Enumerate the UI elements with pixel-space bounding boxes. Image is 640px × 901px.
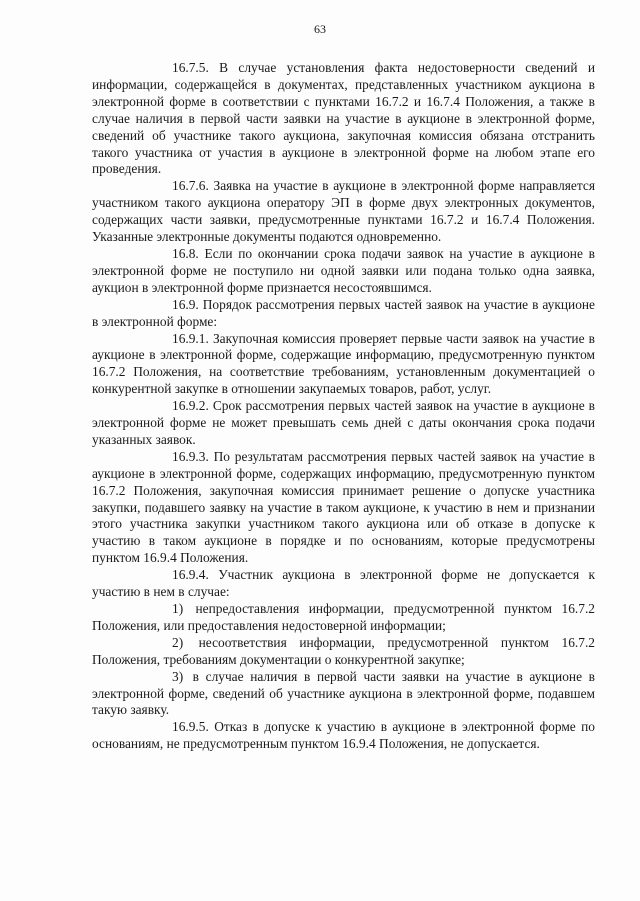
paragraph-number: 16.8. <box>172 245 199 261</box>
list-item-number: 2) <box>172 634 184 650</box>
list-item-2 <box>92 635 595 669</box>
paragraph-number: 16.9.4. <box>172 567 209 583</box>
document-body <box>92 60 595 753</box>
page-number: 63 <box>314 22 326 36</box>
paragraph-16-7-6 <box>92 178 595 246</box>
paragraph-number: 16.7.5. <box>172 60 209 75</box>
paragraph-16-9-2 <box>92 398 595 449</box>
paragraph-16-9 <box>92 297 595 331</box>
paragraph-text: Порядок рассмотрения первых частей заявок на участие в аукционе в электронной форме: <box>92 296 595 329</box>
list-item-text: в случае наличия в первой части заявки на участие в аукционе в электронной форме, сведений об участнике аукциона в электронной форме, подавшем такую заявку. <box>92 668 595 718</box>
paragraph-text: Закупочная комиссия проверяет первые части заявок на участие в аукционе в электронной форме, содержащие информацию, предусмотренную пунктом 16.7.2 Положения, на соответствие требованиям, установленным документацией о конкурентной закупке в отношении закупаемых товаров, работ, услуг. <box>92 330 595 397</box>
paragraph-number: 16.9. <box>172 296 199 312</box>
list-item-text: непредоставления информации, предусмотренной пунктом 16.7.2 Положения, или предоставления недостоверной информации; <box>92 601 595 633</box>
paragraph-text: Если по окончании срока подачи заявок на участие в аукционе в электронной форме не поступило ни одной заявки или подана только одна заявка, аукцион в электронной форме признается несостоявшимся. <box>92 245 595 295</box>
paragraph-16-8 <box>92 246 595 297</box>
paragraph-number: 16.9.5. <box>172 719 209 735</box>
list-item-number: 1) <box>172 601 184 616</box>
paragraph-16-9-4 <box>92 567 595 601</box>
paragraph-16-9-5 <box>92 719 595 753</box>
paragraph-number: 16.9.3. <box>172 448 209 464</box>
paragraph-text: Заявка на участие в аукционе в электронной форме направляется участником такого аукциона оператору ЭП в форме двух электронных документов, содержащих части заявки, предусмотренные пунктами 16.7.2 и 16.7.4 Положения. Указанные электронные документы подаются одновременно. <box>92 178 595 245</box>
paragraph-text: Отказ в допуске к участию в аукционе в электронной форме по основаниям, не предусмотренным пунктом 16.9.4 Положения, не допускается. <box>92 719 595 752</box>
paragraph-text: В случае установления факта недостоверности сведений и информации, содержащейся в документах, представленных участником аукциона в электронной форме в соответствии с пунктами 16.7.2 и 16.7.4 Положения, а также в случае наличия в первой части заявки на участие в аукционе в электронной форме, сведений об участнике такого аукциона, закупочная комиссия обязана отстранить такого участника от участия в аукционе в электронной форме на любом этапе его проведения. <box>92 60 595 177</box>
paragraph-text: По результатам рассмотрения первых частей заявок на участие в аукционе в электронной форме, содержащих информацию, предусмотренную пунктом 16.7.2 Положения, закупочная комиссия принимает решение о допуске участника закупки, подавшего заявку на участие в таком аукционе, к участию в нем и признании этого участника закупки участником такого аукциона или об отказе в допуске к участию в таком аукционе в порядке и по основаниям, которые предусмотрены пунктом 16.9.4 Положения. <box>92 448 595 566</box>
paragraph-16-9-1 <box>92 331 595 399</box>
paragraph-number: 16.9.2. <box>172 398 209 414</box>
list-item-1 <box>92 601 595 635</box>
list-item-text: несоответствия информации, предусмотренной пунктом 16.7.2 Положения, требованиям документации о конкурентной закупке; <box>92 634 595 667</box>
paragraph-text: Срок рассмотрения первых частей заявок на участие в аукционе в электронной форме не может превышать семь дней с даты окончания срока подачи указанных заявок. <box>92 398 595 447</box>
paragraph-16-7-5 <box>92 60 595 178</box>
paragraph-number: 16.9.1. <box>172 330 209 346</box>
paragraph-text: Участник аукциона в электронной форме не допускается к участию в нем в случае: <box>92 567 595 600</box>
list-item-number: 3) <box>172 668 184 684</box>
paragraph-number: 16.7.6. <box>172 178 209 194</box>
paragraph-16-9-3 <box>92 449 595 567</box>
list-item-3 <box>92 669 595 720</box>
